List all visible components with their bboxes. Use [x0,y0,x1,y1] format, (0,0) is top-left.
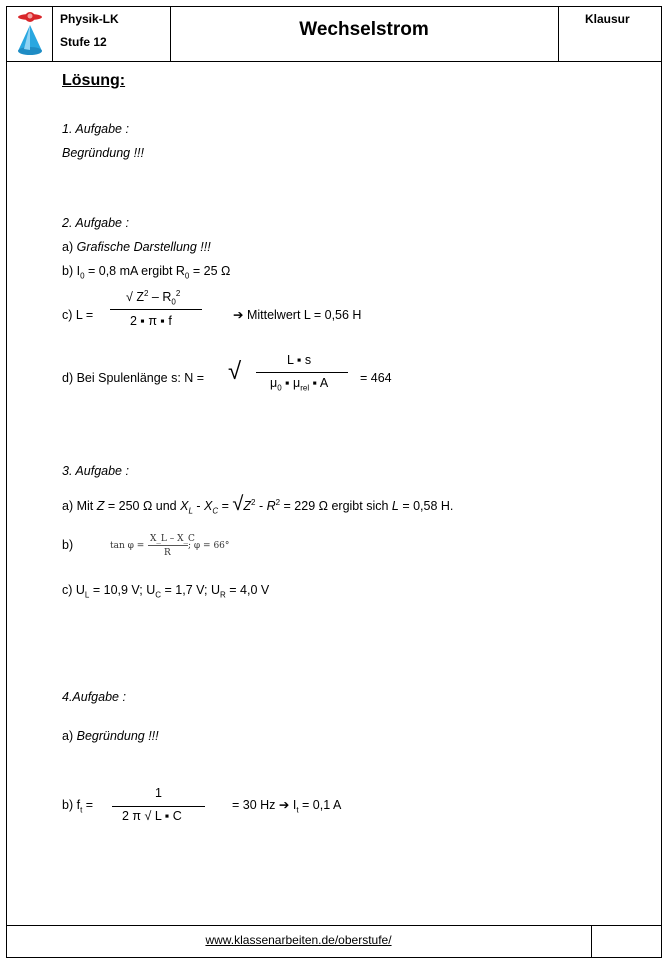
task2-d-sqrt-icon: √ [228,358,242,385]
footer-top-rule [6,925,662,926]
task4-b-label: b) $f_t$ = [62,798,94,815]
task2-heading: 2. Aufgabe : [62,216,129,230]
header-type: Klausur [585,12,630,26]
task3-b-frac-den: R [164,548,171,558]
header-subject: Physik-LK [60,12,119,26]
header-divider-1 [52,6,53,62]
task4-b-denominator: 2 π √ L ▪ C [122,809,182,823]
task3-b-label: b) [62,538,74,552]
solution-title: Lösung: [62,72,126,89]
footer-link[interactable]: www.klassenarbeiten.de/oberstufe/ [205,933,392,947]
task4-heading: 4.Aufgabe : [62,690,126,704]
task2-d-result: = 464 [360,371,392,385]
task3-c: c) $U_L = 10,9$ V; $U_C = 1,7$ V; $U_R = 4,0$ V [62,583,270,600]
logo-icon [14,9,46,57]
task3-b-formula-left: tan φ = [110,541,145,551]
task2-c-label: c) L = [62,308,94,322]
task2-a: a) Grafische Darstellung !!! [62,240,211,254]
task2-c-numerator: √ $Z^2 - R_0^2$ [126,288,181,307]
task2-c-result: ➔ Mittelwert L = 0,56 H [233,308,362,322]
task4-b-fraction-bar [112,806,205,807]
task2-d-denominator: $\mu_0$ ▪ $\mu_{rel}$ ▪ A [270,376,329,393]
task3-heading: 3. Aufgabe : [62,464,129,478]
task3-b-formula-right: ; φ = 66° [188,541,230,551]
task2-c-fraction-bar [110,309,202,310]
page-title: Wechselstrom [299,19,429,40]
task4-b-result: = 30 Hz ➔ $I_t = 0,1$ A [232,798,342,815]
task2-b: b) $I_0 = 0,8$ mA ergibt $R_0 = 25$ Ω [62,264,231,281]
task1-heading: 1. Aufgabe : [62,122,129,136]
header-bottom-rule [6,61,662,62]
task2-d-label: d) Bei Spulenlänge s: N = [62,371,205,385]
task3-b-frac-num: X_L – X_C [150,534,195,544]
task4-b-numerator: 1 [155,786,162,800]
footer-divider [591,925,592,958]
task2-d-fraction-bar [256,372,348,373]
header-grade: Stufe 12 [60,35,107,49]
task2-d-numerator: L ▪ s [287,353,312,367]
task4-a: a) Begründung !!! [62,729,159,743]
task3-a: a) Mit Z = 250 Ω und $X_L - X_C = √Z^2 - R^2 = 229$ Ω ergibt sich L = 0,58 H. [62,493,454,516]
task2-c-denominator: 2 ▪ π ▪ f [130,314,172,328]
task1-answer: Begründung !!! [62,146,145,160]
header-divider-3 [558,6,559,62]
